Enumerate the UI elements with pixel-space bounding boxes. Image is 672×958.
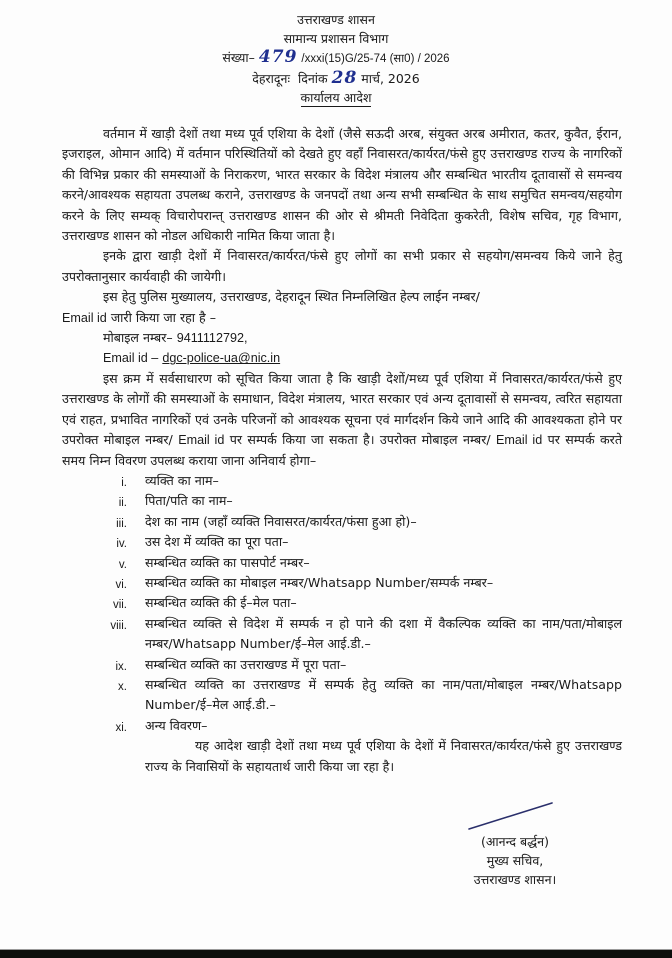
government-name: उत्तराखण्ड शासन	[297, 12, 375, 27]
required-details-list	[62, 471, 622, 736]
public-notice-part2: पर सम्पर्क किया जा सकता है। उपरोक्त मोबाइल नम्बर/	[229, 432, 491, 448]
signatory-name: (आनन्द बर्द्धन)	[480, 834, 549, 849]
list-item-text: व्यक्ति का नाम–	[145, 472, 219, 488]
email-id-label: Email id	[62, 310, 107, 325]
date-suffix: मार्च, 2026	[361, 71, 420, 86]
list-item-text: सम्बन्धित व्यक्ति की ई–मेल पता–	[145, 595, 297, 611]
place-and-date	[0, 69, 672, 88]
list-item	[62, 655, 622, 675]
list-item	[62, 573, 622, 593]
list-item-text: सम्बन्धित व्यक्ति से विदेश में सम्पर्क न हो पाने की दशा में वैकल्पिक व्यक्ति का नाम/पता/मोबाइल नम्बर/Whatsapp Number/ई–मेल आई.डी.–	[145, 615, 622, 652]
list-item-number: vi.	[115, 578, 127, 591]
signatory-office: उत्तराखण्ड शासन।	[473, 872, 557, 887]
list-item-text: सम्बन्धित व्यक्ति का उत्तराखण्ड में सम्पर्क हेतु व्यक्ति का नाम/पता/मोबाइल नम्बर/Whatsapp Number/ई–मेल आई.डी.–	[145, 676, 622, 713]
list-item-number: ix.	[115, 660, 127, 673]
email-id-label: Email id	[496, 433, 543, 448]
list-item	[62, 471, 622, 491]
signatory-designation: मुख्य सचिव,	[486, 853, 544, 868]
list-item-text: देश का नाम (जहाँ व्यक्ति निवासरत/कार्यरत/फंसा हुआ हो)–	[145, 513, 417, 529]
list-item-number: ii.	[118, 497, 127, 510]
mobile-label: मोबाइल नम्बर–	[103, 330, 173, 346]
reference-number	[0, 48, 672, 69]
order-body	[62, 124, 622, 777]
department-name: सामान्य प्रशासन विभाग	[283, 31, 389, 46]
list-item-text: अन्य विवरण–	[145, 717, 208, 733]
list-item	[62, 716, 622, 736]
list-item-number: viii.	[110, 619, 127, 632]
handwritten-ref-number: 479	[258, 47, 298, 67]
paragraph-nodal-officer: वर्तमान में खाड़ी देशों तथा मध्य पूर्व एशिया के देशों (जैसे सऊदी अरब, संयुक्त अरब अमीरात, कतर, कुवैत, ईरान, इजराइल, ओमान आदि) में वर्तमान परिस्थितियों को देखते हुए वहाँ निवासरत/कार्यरत/फंसे हुए उत्तराखण्ड राज्य के नागरिकों की विभिन्न प्रकार की समस्याओं के निराकरण, भारत सरकार के विदेश मंत्रालय और सम्बन्धित भारतीय दूतावासों से समन्वय करने/आवश्यक सहायता उपलब्ध कराने, उत्तराखण्ड के जनपदों तथा अन्य सभी सम्बन्धित के साथ समुचित समन्वय/सहयोग करने के लिए सम्यक् विचारोपरान्त् उत्तराखण्ड शासन की ओर से श्रीमती निवेदिता कुकरेती, विशेष सचिव, गृह विभाग, उत्तराखण्ड शासन को नोडल अधिकारी नामित किया जाता है।	[62, 126, 622, 244]
list-item-number: vii.	[112, 599, 127, 612]
letterhead	[0, 10, 672, 107]
helpline-mobile	[62, 328, 622, 348]
mobile-number: 9411112792,	[176, 331, 248, 346]
signature-mark	[469, 803, 552, 829]
list-item-text: सम्बन्धित व्यक्ति का मोबाइल नम्बर/Whatsapp Number/सम्पर्क नम्बर–	[145, 574, 494, 590]
list-item	[62, 512, 622, 532]
list-item	[62, 614, 622, 655]
email-id-label: Email id	[178, 433, 225, 448]
place: देहरादूनः	[252, 71, 291, 86]
list-item-number: x.	[118, 680, 127, 693]
helpline-email	[62, 348, 622, 368]
ref-prefix: संख्या–	[222, 50, 255, 65]
list-item-number: i.	[121, 476, 127, 489]
list-item-number: v.	[118, 558, 127, 571]
date-prefix: दिनांक	[297, 71, 328, 86]
email-label: Email id –	[103, 351, 159, 366]
list-item-number: iii.	[116, 517, 127, 530]
list-item	[62, 553, 622, 573]
paragraph-helpline-intro	[62, 287, 622, 307]
list-item-text: उस देश में व्यक्ति का पूरा पता–	[145, 534, 289, 550]
list-item	[62, 593, 622, 613]
helpline-intro-tail: जारी किया जा रहा है –	[110, 309, 217, 325]
list-item-number: iv.	[116, 538, 127, 551]
email-address-link[interactable]: dgc-police-ua@nic.in	[162, 351, 281, 366]
list-item-text: पिता/पति का नाम–	[145, 493, 233, 509]
ref-suffix: /xxxi(15)G/25-74 (सा0) / 2026	[301, 53, 450, 65]
order-title: कार्यालय आदेश	[300, 90, 372, 105]
paragraph-cooperation: इनके द्वारा खाड़ी देशों में निवासरत/कार्यरत/फंसे हुए लोगों का सभी प्रकार से सहयोग/समन्वय किये जाने हेतु उपरोक्तानुसार कार्यवाही की जायेगी।	[62, 248, 622, 284]
paragraph-public-notice	[62, 369, 622, 471]
list-item	[62, 675, 622, 716]
signature-block	[440, 832, 590, 889]
list-item-text: सम्बन्धित व्यक्ति का उत्तराखण्ड में पूरा पता–	[145, 656, 347, 672]
list-item-number: xi.	[115, 721, 127, 734]
public-notice-part1: इस क्रम में सर्वसाधारण को सूचित किया जाता है कि खाड़ी देशों/मध्य पूर्व एशिया में निवासरत/कार्यरत/फंसे हुए उत्तराखण्ड के लोगों की समस्याओं के समाधान, विदेश मंत्रालय, भारत सरकार एवं अन्य दूतावासों से समन्वय, त्वरित सहायता एवं राहत, प्रभावित नागरिकों एवं उनके परिजनों को आवश्यक सूचना एवं मार्गदर्शन किये जाने आदि की आवश्यकता होने पर उपरोक्त मोबाइल नम्बर/	[62, 370, 622, 448]
public-notice-part3: पर सम्पर्क करते समय निम्न विवरण उपलब्ध कराया जाना अनिवार्य होगा–	[62, 432, 623, 468]
handwritten-date-day: 28	[331, 68, 358, 88]
paragraph-helpline-intro-cont	[62, 308, 622, 328]
list-item	[62, 532, 622, 552]
helpline-intro-text: इस हेतु पुलिस मुख्यालय, उत्तराखण्ड, देहरादून स्थित निम्नलिखित हेल्प लाईन नम्बर/	[103, 289, 480, 305]
list-item	[62, 491, 622, 511]
closing-paragraph: यह आदेश खाड़ी देशों तथा मध्य पूर्व एशिया के देशों में निवासरत/कार्यरत/फंसे हुए उत्तराखण्ड राज्य के निवासियों के सहायतार्थ जारी किया जा रहा है।	[145, 738, 622, 774]
list-item-text: सम्बन्धित व्यक्ति का पासपोर्ट नम्बर–	[145, 554, 310, 570]
